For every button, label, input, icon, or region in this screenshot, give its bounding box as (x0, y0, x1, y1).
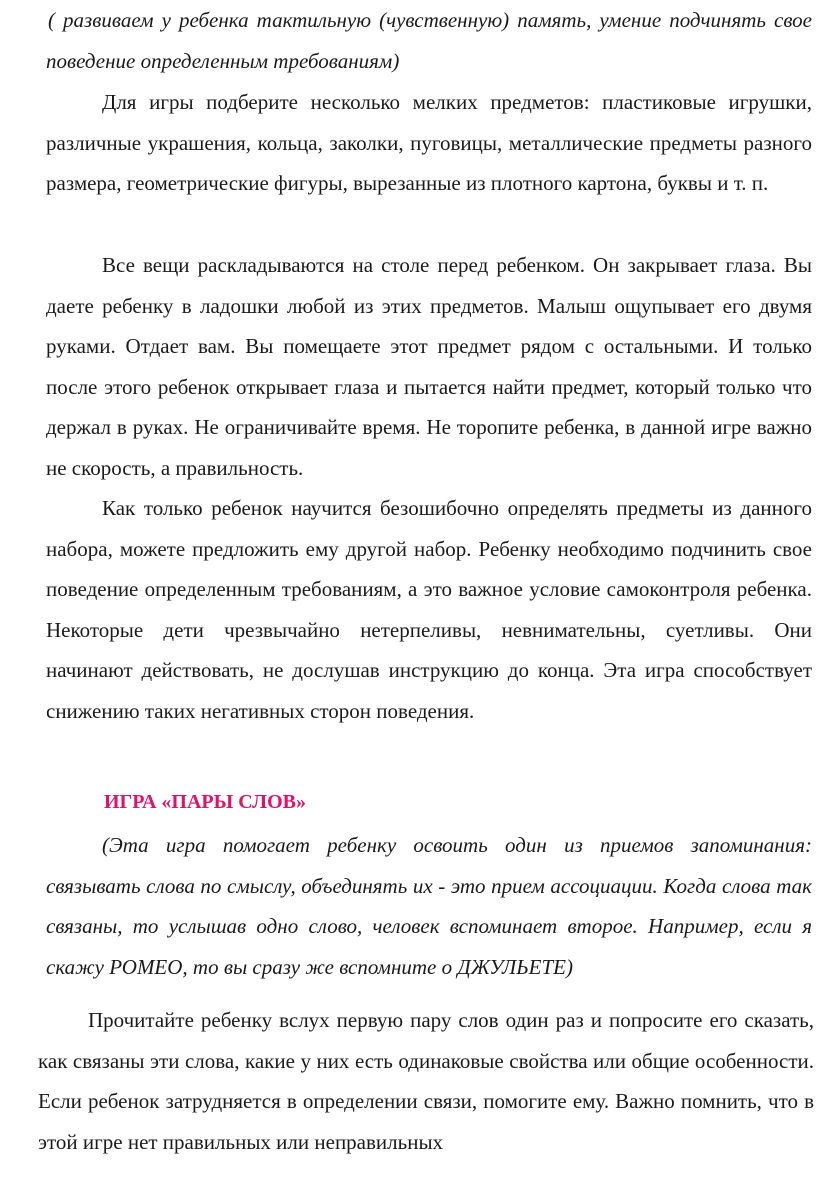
italic-note-paragraph: (Эта игра помогает ребенку освоить один из приемов запоминания: связывать слова по смыслу, объединять их - это прием ассоциации. Когда слова так связаны, то услышав одно слово, человек вспоминает второе. Например, если я скажу РОМЕО, то вы сразу же вспомните о ДЖУЛЬЕТЕ) (46, 833, 812, 979)
paragraph-procedure: Все вещи раскладываются на столе перед ребенком. Он закрывает глаза. Вы даете ребенку в ладошки любой из этих предметов. Малыш ощупывает его двумя руками. Отдает вам. Вы помещаете этот предмет рядом с остальными. И только после этого ребенок открывает глаза и пытается найти предмет, который только что держал в руках. Не ограничивайте время. Не торопите ребенка, в данной игре важно не скорость, а правильность. (46, 253, 812, 480)
paragraph-instructions: Прочитайте ребенку вслух первую пару слов один раз и попросите его сказать, как связаны эти слова, какие у них есть одинаковые свойства или общие особенности. Если ребенок затрудняется в определении связи, помогите ему. Важно помнить, что в этой игре нет правильных или неправильных (38, 1008, 814, 1154)
game-heading: ИГРА «ПАРЫ СЛОВ» (104, 791, 306, 813)
paragraph-self-control: Как только ребенок научится безошибочно определять предметы из данного набора, можете предложить ему другой набор. Ребенку необходимо подчинить свое поведение определенным требованиям, а это важное условие самоконтроля ребенка. Некоторые дети чрезвычайно нетерпеливы, невнимательны, суетливы. Они начинают действовать, не дослушав инструкцию до конца. Эта игра способствует снижению таких негативных сторон поведения. (46, 496, 812, 723)
paragraph-materials: Для игры подберите несколько мелких предметов: пластиковые игрушки, различные украшения, кольца, заколки, пуговицы, металлические предметы разного размера, геометрические фигуры, вырезанные из плотного картона, буквы и т. п. (46, 90, 812, 195)
intro-italic-paragraph: ( развиваем у ребенка тактильную (чувственную) память, умение подчинять свое поведение определенным требованиям) (46, 8, 812, 73)
